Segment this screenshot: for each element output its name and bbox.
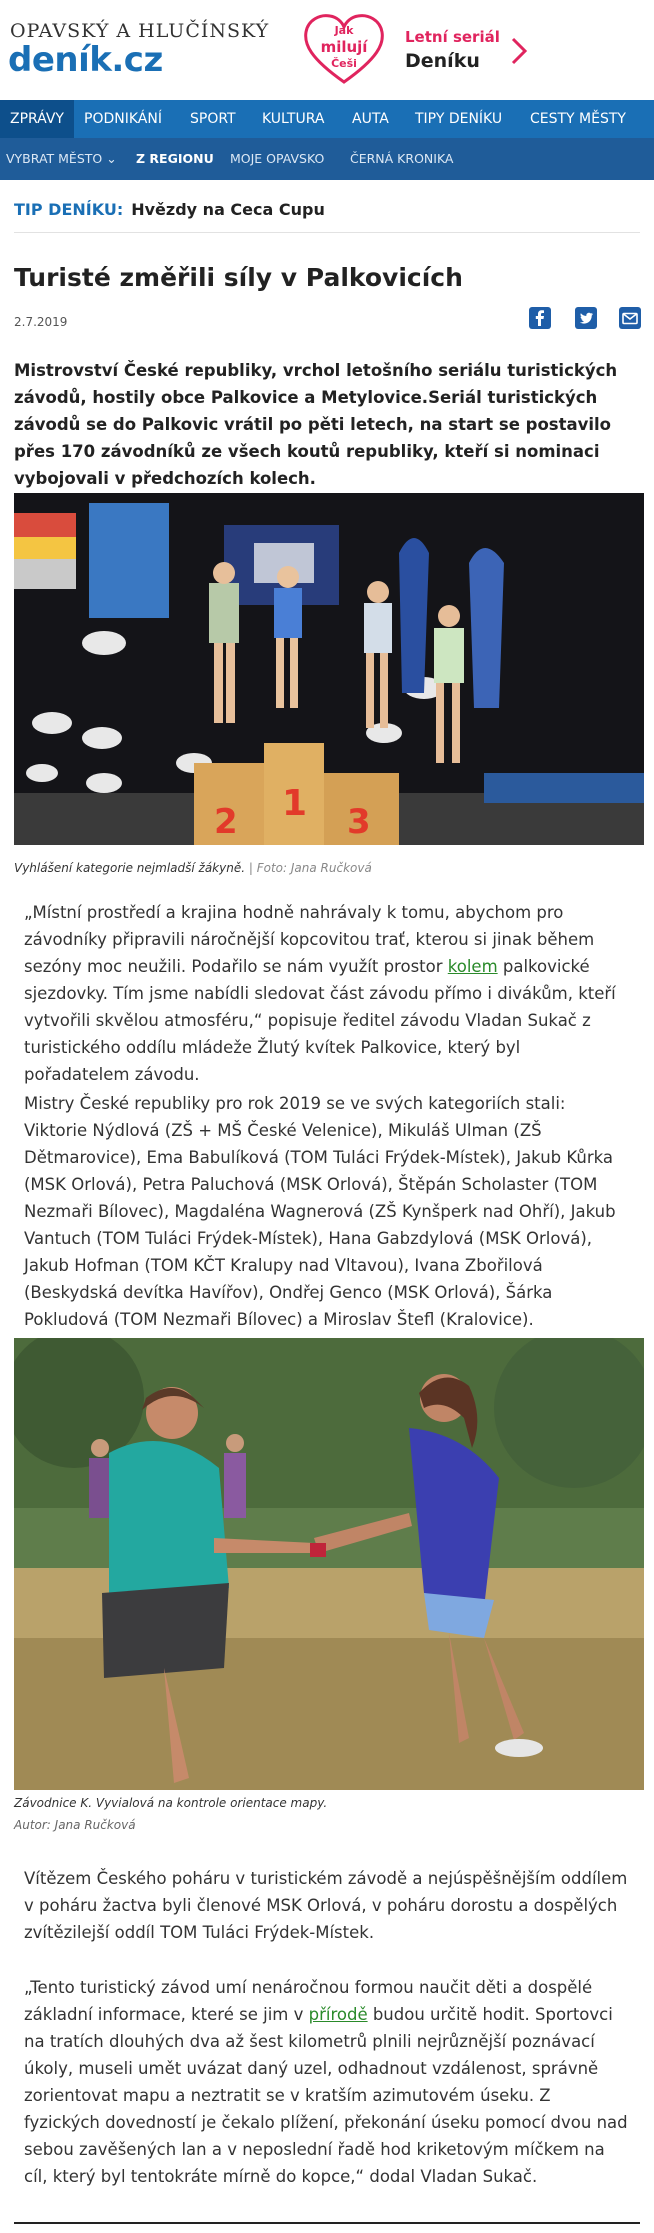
podium-number-1: 1 [282,783,308,824]
subnav-item-z-regionu[interactable]: Z REGIONU [136,151,214,166]
twitter-icon[interactable] [574,306,598,330]
paragraph-1-text-b: palkovické sjezdovky. Tím jsme nabídli sledovat část závodu přímo i divákům, kteří vytvořili skvělou atmosféru,“ popisuje ředitel závodu Vladan Sukač z turistického oddílu mládeže Žlutý kvítek Palkovice, který byl pořadatelem závodu. [24,957,616,1084]
podium-number-3: 3 [347,802,371,842]
tip-label: TIP DENÍKU: [14,200,124,219]
bottom-divider [14,2222,640,2224]
sub-nav [0,138,654,180]
nav-item-podnikani[interactable]: PODNIKÁNÍ [84,111,162,127]
photo-caption-text: Vyhlášení kategorie nejmladší žákyně. [14,861,246,875]
nav-item-sport[interactable]: SPORT [190,111,236,127]
heart-line-3: Češi [331,57,357,70]
inline-link-kolem[interactable]: kolem [447,957,498,976]
article-perex: Mistrovství České republiky, vrchol letošního seriálu turistických závodů, hostily obce Palkovice a Metylovice.Seriál turistických závodů se do Palkovic vrátil po pěti letech, na start se postavilo přes 170 závodníků ze všech koutů republiky, kteří si nominaci vybojovali v předchozích kolech. [14,361,618,488]
photo-caption-sep: | [248,861,253,875]
facebook-icon[interactable] [528,306,552,330]
article-photo-race[interactable] [14,1338,644,1790]
logo-region-text[interactable]: OPAVSKÝ A HLUČÍNSKÝ [10,20,270,42]
tip-title[interactable]: Hvězdy na Ceca Cupu [131,200,325,219]
promo-line-2: Deníku [405,50,480,72]
photo-author-2: Autor: Jana Ručková [14,1818,136,1832]
nav-item-cesty-mesty[interactable]: CESTY MĚSTY [530,111,626,127]
paragraph-4-text-b: budou určitě hodit. Sportovci na tratích dlouhých dva až šest kilometrů plnili nejrůznější poznávací úkoly, museli umět uvázat daný uzel, odhadnout vzdálenost, správně zorientovat mapu a neztratit se v kratším azimutovém úseku. Z fyzických dovedností je čekalo plížení, překonání úseku pomocí dvou nad sebou zavěšených lan a v neposlední řadě hod kriketovým míčkem na cíl, který byl tentokráte mírně do kopce,“ dodal Vladan Sukač. [24,2005,628,2186]
article-photo-podium[interactable] [14,493,644,845]
tip-bar[interactable] [14,200,325,219]
article-paragraph-4 [24,1974,630,2190]
photo-caption-2: Závodnice K. Vyvialová na kontrole orientace mapy. [14,1796,328,1810]
nav-item-tipy-deniku[interactable]: TIPY DENÍKU [415,111,503,127]
paragraph-4-text-a: „Tento turistický závod umí nenáročnou formou naučit děti a dospělé základní informace, které se jim v [24,1978,593,2024]
heart-line-1: Jak [334,24,354,37]
article-paragraph-2: Mistry České republiky pro rok 2019 se ve svých kategoriích stali: Viktorie Nýdlová (ZŠ + MŠ České Velenice), Mikuláš Ulman (ZŠ Dětmarovice), Ema Babulíková (TOM Tuláci Frýdek-Místek), Jakub Kůrka (MSK Orlová), Petra Paluchová (MSK Orlová), Štěpán Scholaster (TOM Nezmaři Bílovec), Magdaléna Wagnerová (ZŠ Kynšperk nad Ohří), Jakub Vantuch (TOM Tuláci Frýdek-Místek), Hana Gabzdylová (MSK Orlová), Jakub Hofman (TOM KČT Kralupy nad Vltavou), Ivana Zbořilová (Beskydská devítka Havířov), Ondřej Genco (MSK Orlová), Šárka Pokludová (TOM Nezmaři Bílovec) a Miroslav Štefl (Kralovice). [24,1094,616,1329]
divider [14,232,640,233]
nav-item-auta[interactable]: AUTA [352,111,389,127]
photo-caption-1 [14,861,372,875]
promo-line-1: Letní seriál [405,28,500,46]
article-paragraph-3: Vítězem Českého poháru v turistickém závodě a nejúspěšnějším oddílem v poháru žactva byli členové MSK Orlová, v poháru dorostu a dospělých zvítězilejší oddíl TOM Tuláci Frýdek-Místek. [24,1869,628,1942]
article-paragraph-1 [24,899,630,1088]
podium-number-2: 2 [214,802,238,842]
article-date: 2.7.2019 [14,315,68,329]
photo-source: Foto: Jana Ručková [256,861,372,875]
article-title: Turisté změřili síly v Palkovicích [14,263,463,292]
nav-item-kultura[interactable]: KULTURA [262,111,325,127]
site-header [0,0,654,100]
heart-line-2: milují [320,38,368,56]
chevron-right-icon [508,36,530,66]
inline-link-prirode[interactable]: přírodě [308,2005,368,2024]
city-select[interactable]: VYBRAT MĚSTO ⌄ [6,151,117,166]
paragraph-1-text-a: „Místní prostředí a krajina hodně nahrávaly k tomu, abychom pro závodníky připravili náročnější kopcovitou trať, kterou si jinak během sezóny moc neužili. Podařilo se nám využít prostor [24,903,595,976]
subnav-item-cerna-kronika[interactable]: ČERNÁ KRONIKA [350,151,454,166]
subnav-item-moje-opavsko[interactable]: MOJE OPAVSKO [230,151,325,166]
main-nav [0,100,654,138]
site-logo[interactable]: deník.cz [8,40,163,80]
nav-item-zpravy[interactable]: ZPRÁVY [0,100,74,138]
email-icon[interactable] [618,306,642,330]
